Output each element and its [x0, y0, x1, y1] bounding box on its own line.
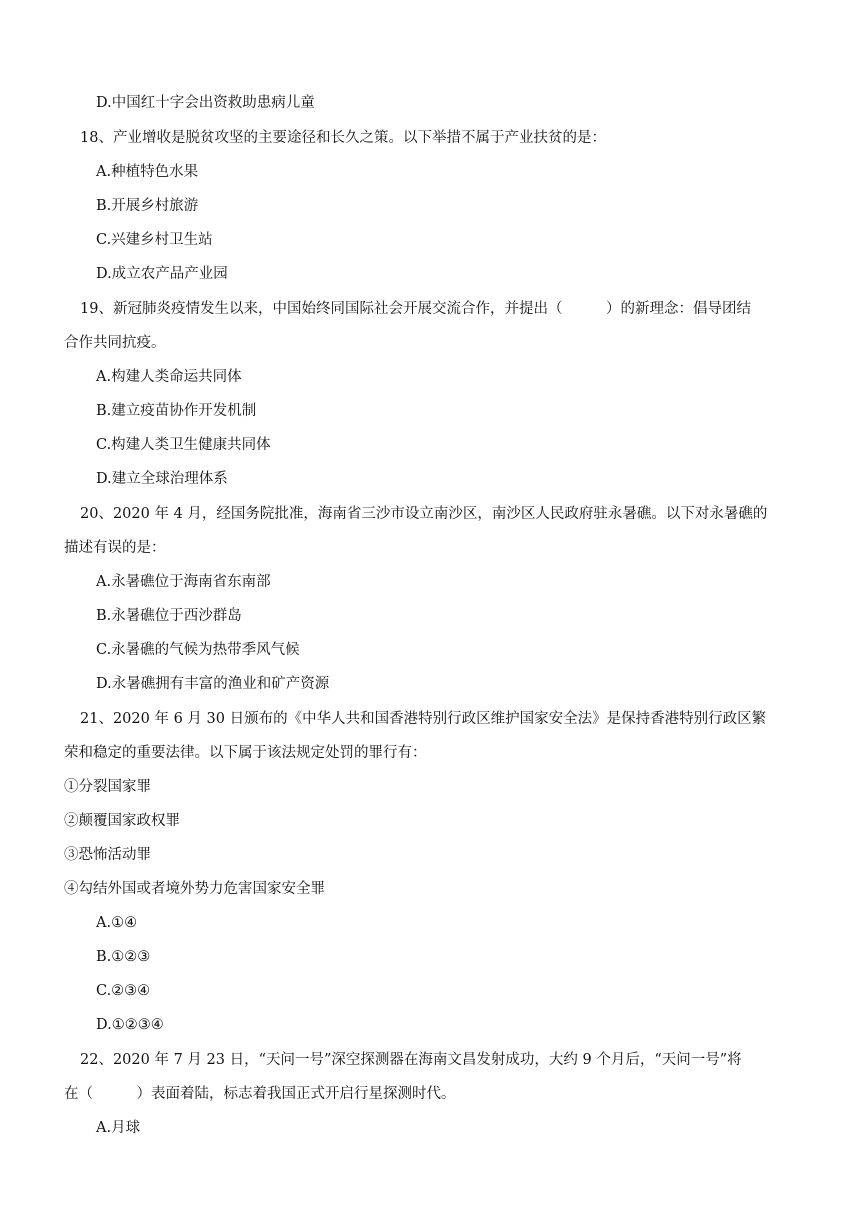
q21-option-b: B.①②③ — [96, 949, 151, 965]
q20-option-a: A.永暑礁位于海南省东南部 — [96, 574, 271, 590]
q19-option-d: D.建立全球治理体系 — [96, 471, 228, 487]
q22-option-a: A.月球 — [96, 1120, 141, 1136]
q20-option-d: D.永暑礁拥有丰富的渔业和矿产资源 — [96, 676, 330, 692]
q20-stem-line1: 20、2020 年 4 月，经国务院批准，海南省三沙市设立南沙区，南沙区人民政府驻永暑礁。以下对永暑礁的 — [80, 506, 768, 522]
q21-item-4: ④勾结外国或者境外势力危害国家安全罪 — [64, 881, 325, 897]
q21-item-2: ②颠覆国家政权罪 — [64, 813, 180, 829]
q19-option-c: C.构建人类卫生健康共同体 — [96, 437, 271, 453]
q17-option-d: D.中国红十字会出资救助患病儿童 — [96, 95, 315, 111]
q21-option-d: D.①②③④ — [96, 1017, 164, 1033]
q21-stem-line1: 21、2020 年 6 月 30 日颁布的《中华人共和国香港特别行政区维护国家安全法》是保持香港特别行政区繁 — [80, 711, 767, 727]
q21-option-a: A.①④ — [96, 915, 138, 931]
q20-option-c: C.永暑礁的气候为热带季风气候 — [96, 642, 300, 658]
q18-option-c: C.兴建乡村卫生站 — [96, 232, 213, 248]
q18-option-a: A.种植特色水果 — [96, 164, 199, 180]
q20-option-b: B.永暑礁位于西沙群岛 — [96, 608, 242, 624]
q22-stem-line1: 22、2020 年 7 月 23 日，“天问一号”深空探测器在海南文昌发射成功，大约 9 个月后，“天问一号”将 — [80, 1052, 742, 1068]
q19-stem-line1: 19、新冠肺炎疫情发生以来，中国始终同国际社会开展交流合作，并提出（ ）的新理念：倡导团结 — [80, 301, 751, 317]
q21-item-1: ①分裂国家罪 — [64, 779, 151, 795]
q18-option-b: B.开展乡村旅游 — [96, 198, 199, 214]
q18-stem: 18、产业增收是脱贫攻坚的主要途径和长久之策。以下举措不属于产业扶贫的是： — [80, 130, 606, 146]
q21-option-c: C.②③④ — [96, 983, 151, 999]
q20-stem-line2: 描述有误的是： — [64, 540, 166, 556]
q21-item-3: ③恐怖活动罪 — [64, 847, 151, 863]
q18-option-d: D.成立农产品产业园 — [96, 266, 228, 282]
q19-option-a: A.构建人类命运共同体 — [96, 369, 242, 385]
q22-stem-line2: 在（ ）表面着陆，标志着我国正式开启行星探测时代。 — [64, 1086, 456, 1102]
q21-stem-line2: 荣和稳定的重要法律。以下属于该法规定处罚的罪行有： — [64, 745, 427, 761]
q19-option-b: B.建立疫苗协作开发机制 — [96, 403, 257, 419]
q19-stem-line2: 合作共同抗疫。 — [64, 335, 166, 351]
